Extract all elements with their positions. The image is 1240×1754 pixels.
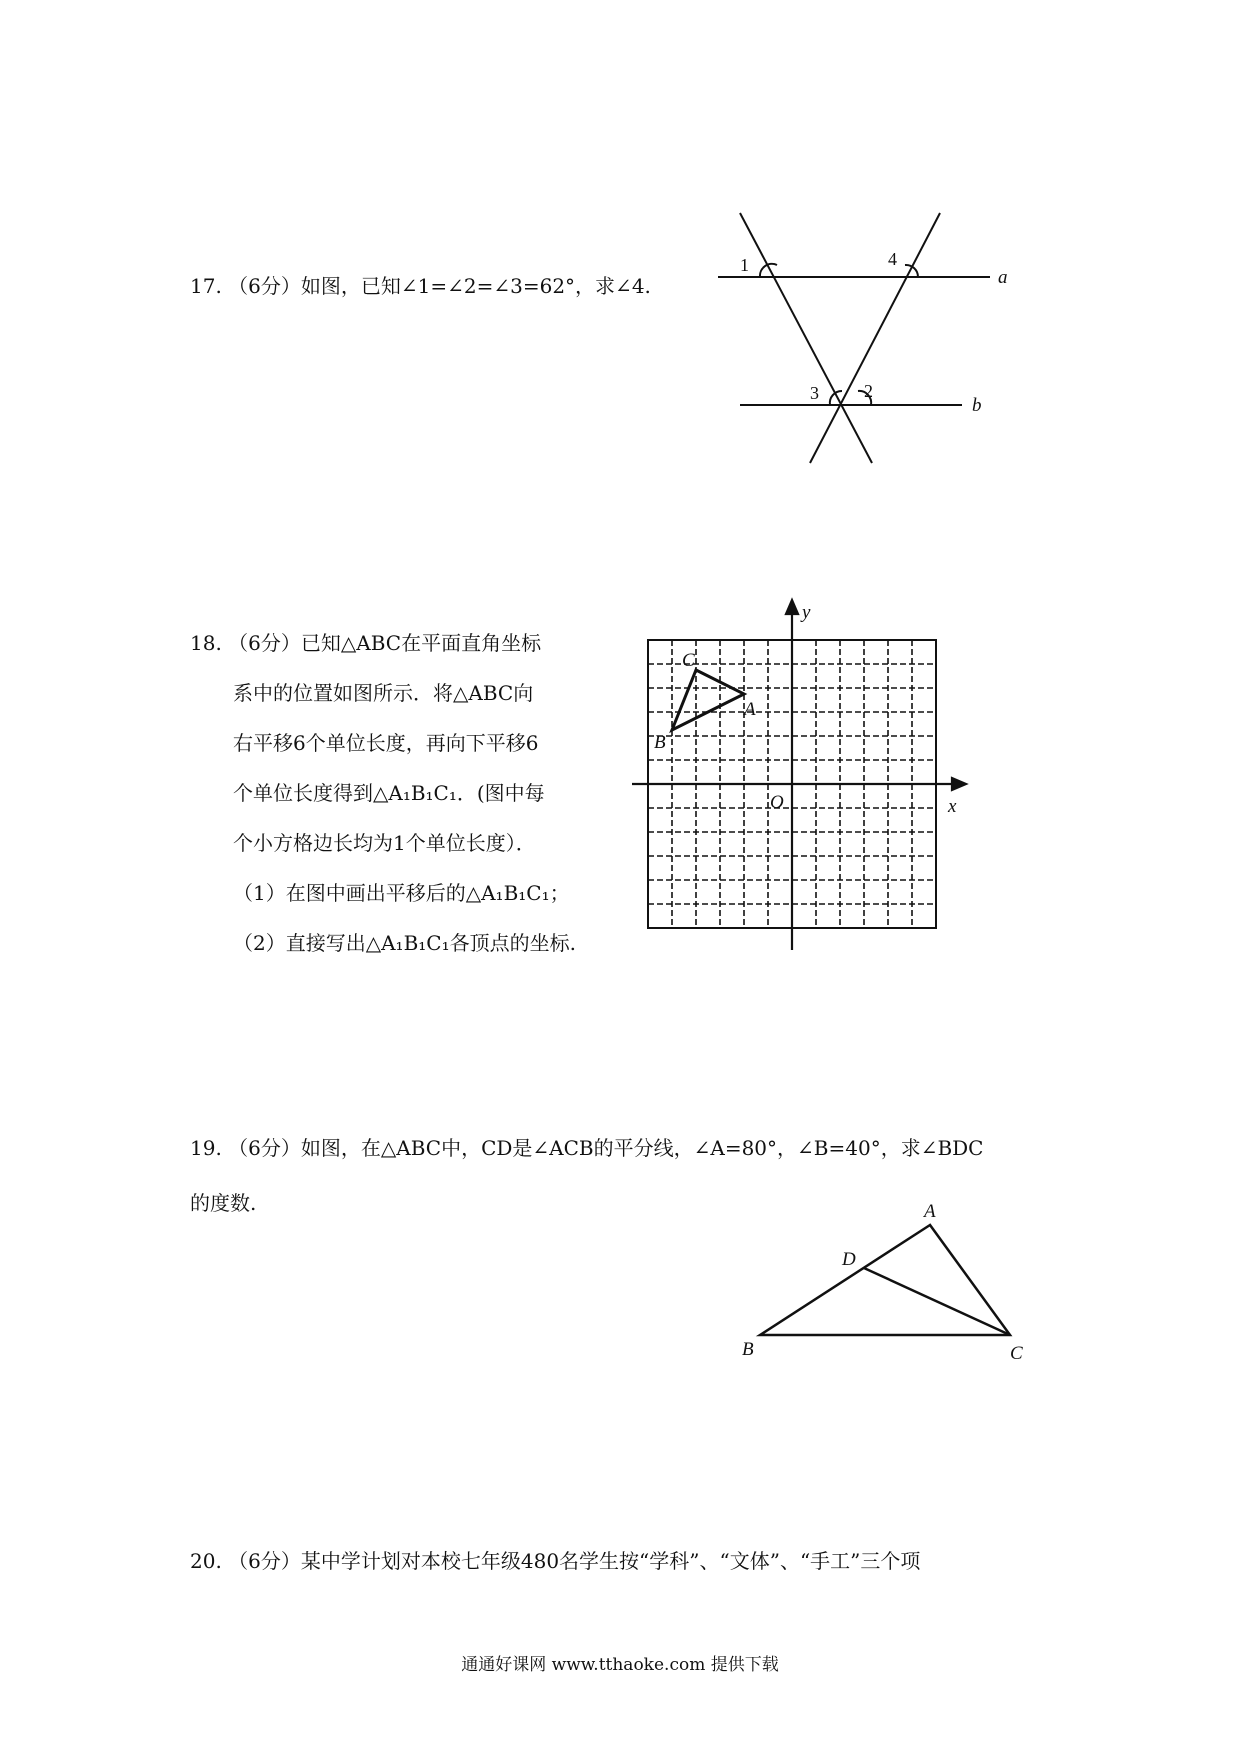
question-18-line-3: 右平移6个单位长度，再向下平移6 [233, 731, 539, 755]
origin-label: O [770, 792, 784, 813]
question-18-line-7: （2）直接写出△A₁B₁C₁各顶点的坐标. [233, 931, 576, 955]
x-axis-label: x [948, 796, 957, 817]
angle-label-4: 4 [888, 249, 897, 269]
vertex-label-c: C [682, 650, 695, 671]
vertex-label-a: A [924, 1201, 936, 1222]
question-18-line-1: 18. （6分）已知△ABC在平面直角坐标 [190, 631, 542, 655]
vertex-label-b: B [742, 1339, 754, 1360]
question-18-line-2: 系中的位置如图所示．将△ABC向 [233, 681, 534, 705]
vertex-label-d: D [842, 1249, 856, 1270]
footer-source: 通通好课网 www.tthaoke.com 提供下载 [461, 1655, 779, 1675]
transversal-right [810, 213, 940, 463]
question-19-line-1: 19. （6分）如图，在△ABC中，CD是∠ACB的平分线，∠A=80°，∠B=40°，求∠BDC [190, 1136, 984, 1160]
vertex-label-b: B [654, 732, 666, 753]
figure-17-parallel-lines [700, 205, 1020, 475]
vertex-label-c: C [1010, 1343, 1023, 1364]
line-label-b: b [972, 395, 982, 416]
question-19-line-2: 的度数. [190, 1191, 257, 1215]
segment-cd [864, 1268, 1010, 1335]
figure-18-coordinate-grid [620, 590, 990, 960]
y-axis-label: y [802, 602, 811, 623]
transversal-left [740, 213, 872, 463]
angle-label-3: 3 [810, 383, 819, 403]
figure-19-triangle [730, 1195, 1030, 1395]
question-18-line-6: （1）在图中画出平移后的△A₁B₁C₁； [233, 881, 570, 905]
angle-label-2: 2 [864, 381, 873, 401]
question-18-line-5: 个小方格边长均为1个单位长度）． [233, 831, 536, 855]
vertex-label-a: A [744, 699, 756, 720]
y-axis-arrow [786, 600, 798, 614]
question-20: 20. （6分）某中学计划对本校七年级480名学生按“学科”、“文体”、“手工”三个项 [190, 1549, 921, 1573]
line-label-a: a [998, 267, 1008, 288]
angle-label-1: 1 [740, 255, 749, 275]
question-17: 17. （6分）如图，已知∠1=∠2=∠3=62°，求∠4. [190, 274, 651, 298]
question-18-line-4: 个单位长度得到△A₁B₁C₁．(图中每 [233, 781, 545, 805]
x-axis-arrow [952, 778, 966, 790]
triangle-abc [672, 670, 744, 730]
